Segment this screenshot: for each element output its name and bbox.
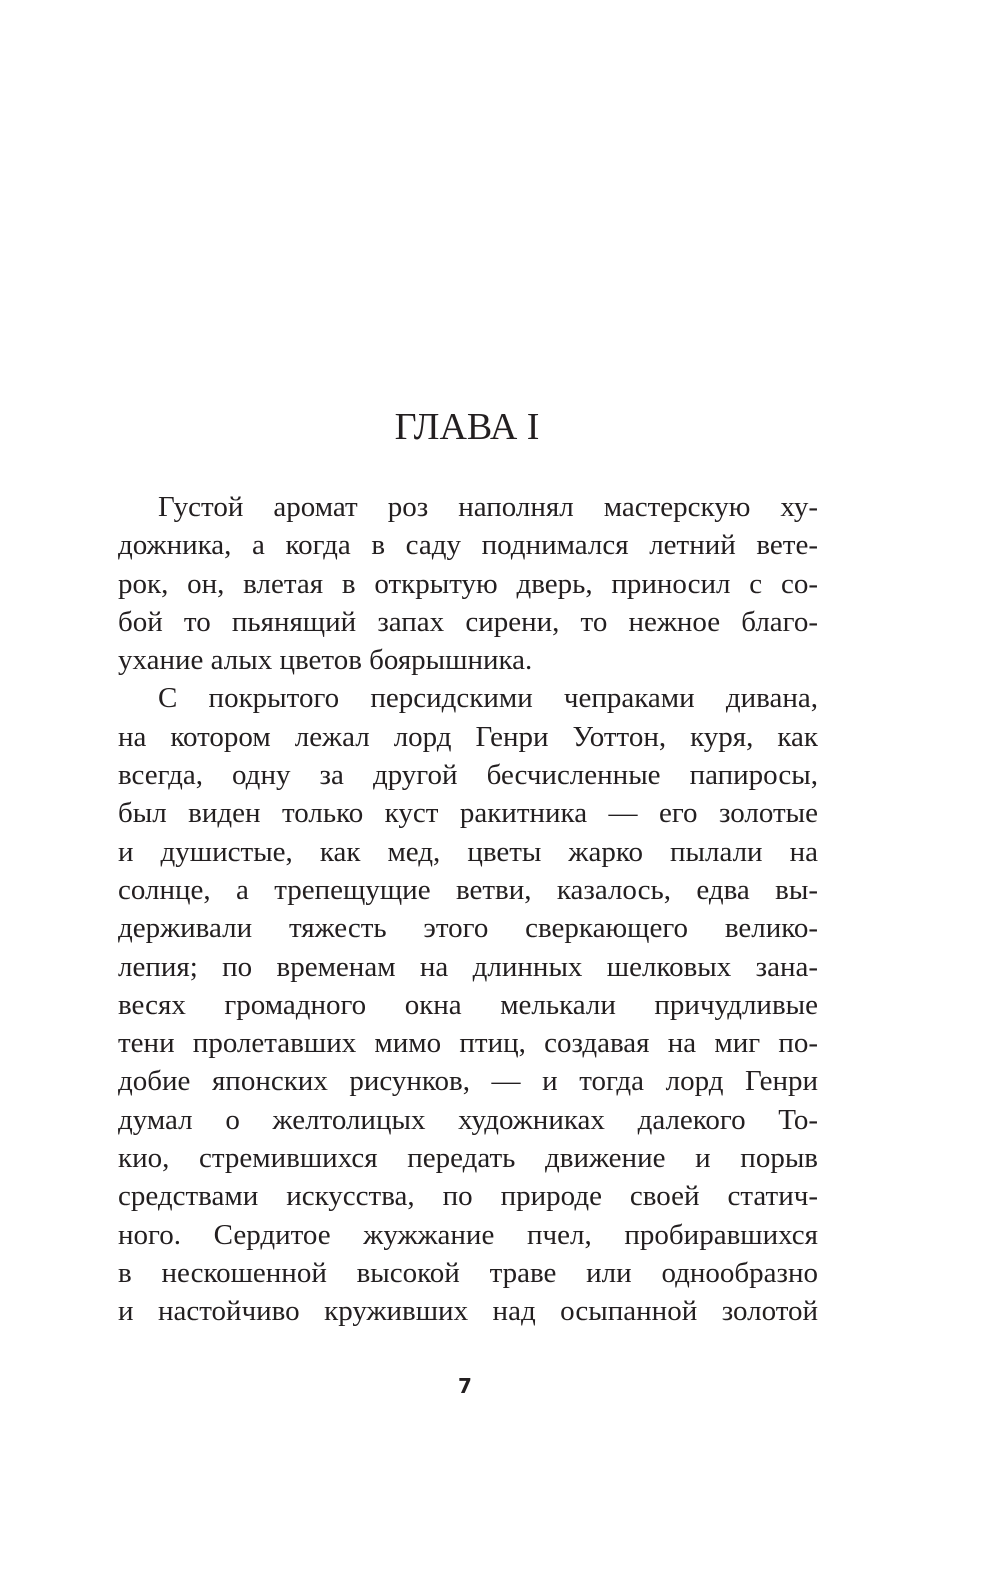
text-line: думал о желтолицых художниках далекого То-: [118, 1103, 818, 1136]
text-line: держивали тяжесть этого сверкающего велико-: [118, 912, 818, 945]
text-line: был виден только куст ракитника — его золотые: [118, 797, 818, 830]
text-line: в нескошенной высокой траве или однообразно: [118, 1256, 818, 1289]
text-line: лепия; по временам на длинных шелковых зана-: [118, 950, 818, 983]
text-line: и душистые, как мед, цветы жарко пылали на: [118, 835, 818, 868]
text-line: солнце, а трепещущие ветви, казалось, едва вы-: [118, 873, 818, 906]
text-line: и настойчиво круживших над осыпанной золотой: [118, 1295, 818, 1328]
text-line: всегда, одну за другой бесчисленные папиросы,: [118, 759, 818, 792]
text-line: весях громадного окна мелькали причудливые: [118, 988, 818, 1021]
text-line: ного. Сердитое жужжание пчел, пробиравшихся: [118, 1218, 818, 1251]
chapter-title: ГЛАВА I: [394, 406, 540, 448]
text-line: тени пролетавших мимо птиц, создавая на миг по-: [118, 1027, 818, 1060]
text-line: на котором лежал лорд Генри Уоттон, куря, как: [118, 720, 818, 753]
text-line: средствами искусства, по природе своей статич-: [118, 1180, 818, 1213]
text-line: рок, он, влетая в открытую дверь, приносил с со-: [118, 567, 818, 600]
text-line: кио, стремившихся передать движение и порыв: [118, 1142, 818, 1175]
text-line: С покрытого персидскими чепраками дивана,: [158, 682, 818, 715]
text-line: ухание алых цветов боярышника.: [118, 644, 533, 677]
text-line: дожника, а когда в саду поднимался летний вете-: [118, 529, 818, 562]
text-line: добие японских рисунков, — и тогда лорд Генри: [118, 1065, 818, 1098]
body-text: [118, 488, 818, 1331]
page-number: 7: [458, 1374, 472, 1398]
text-line: Густой аромат роз наполнял мастерскую ху-: [158, 491, 818, 523]
text-line: бой то пьянящий запах сирени, то нежное благо-: [118, 605, 818, 638]
